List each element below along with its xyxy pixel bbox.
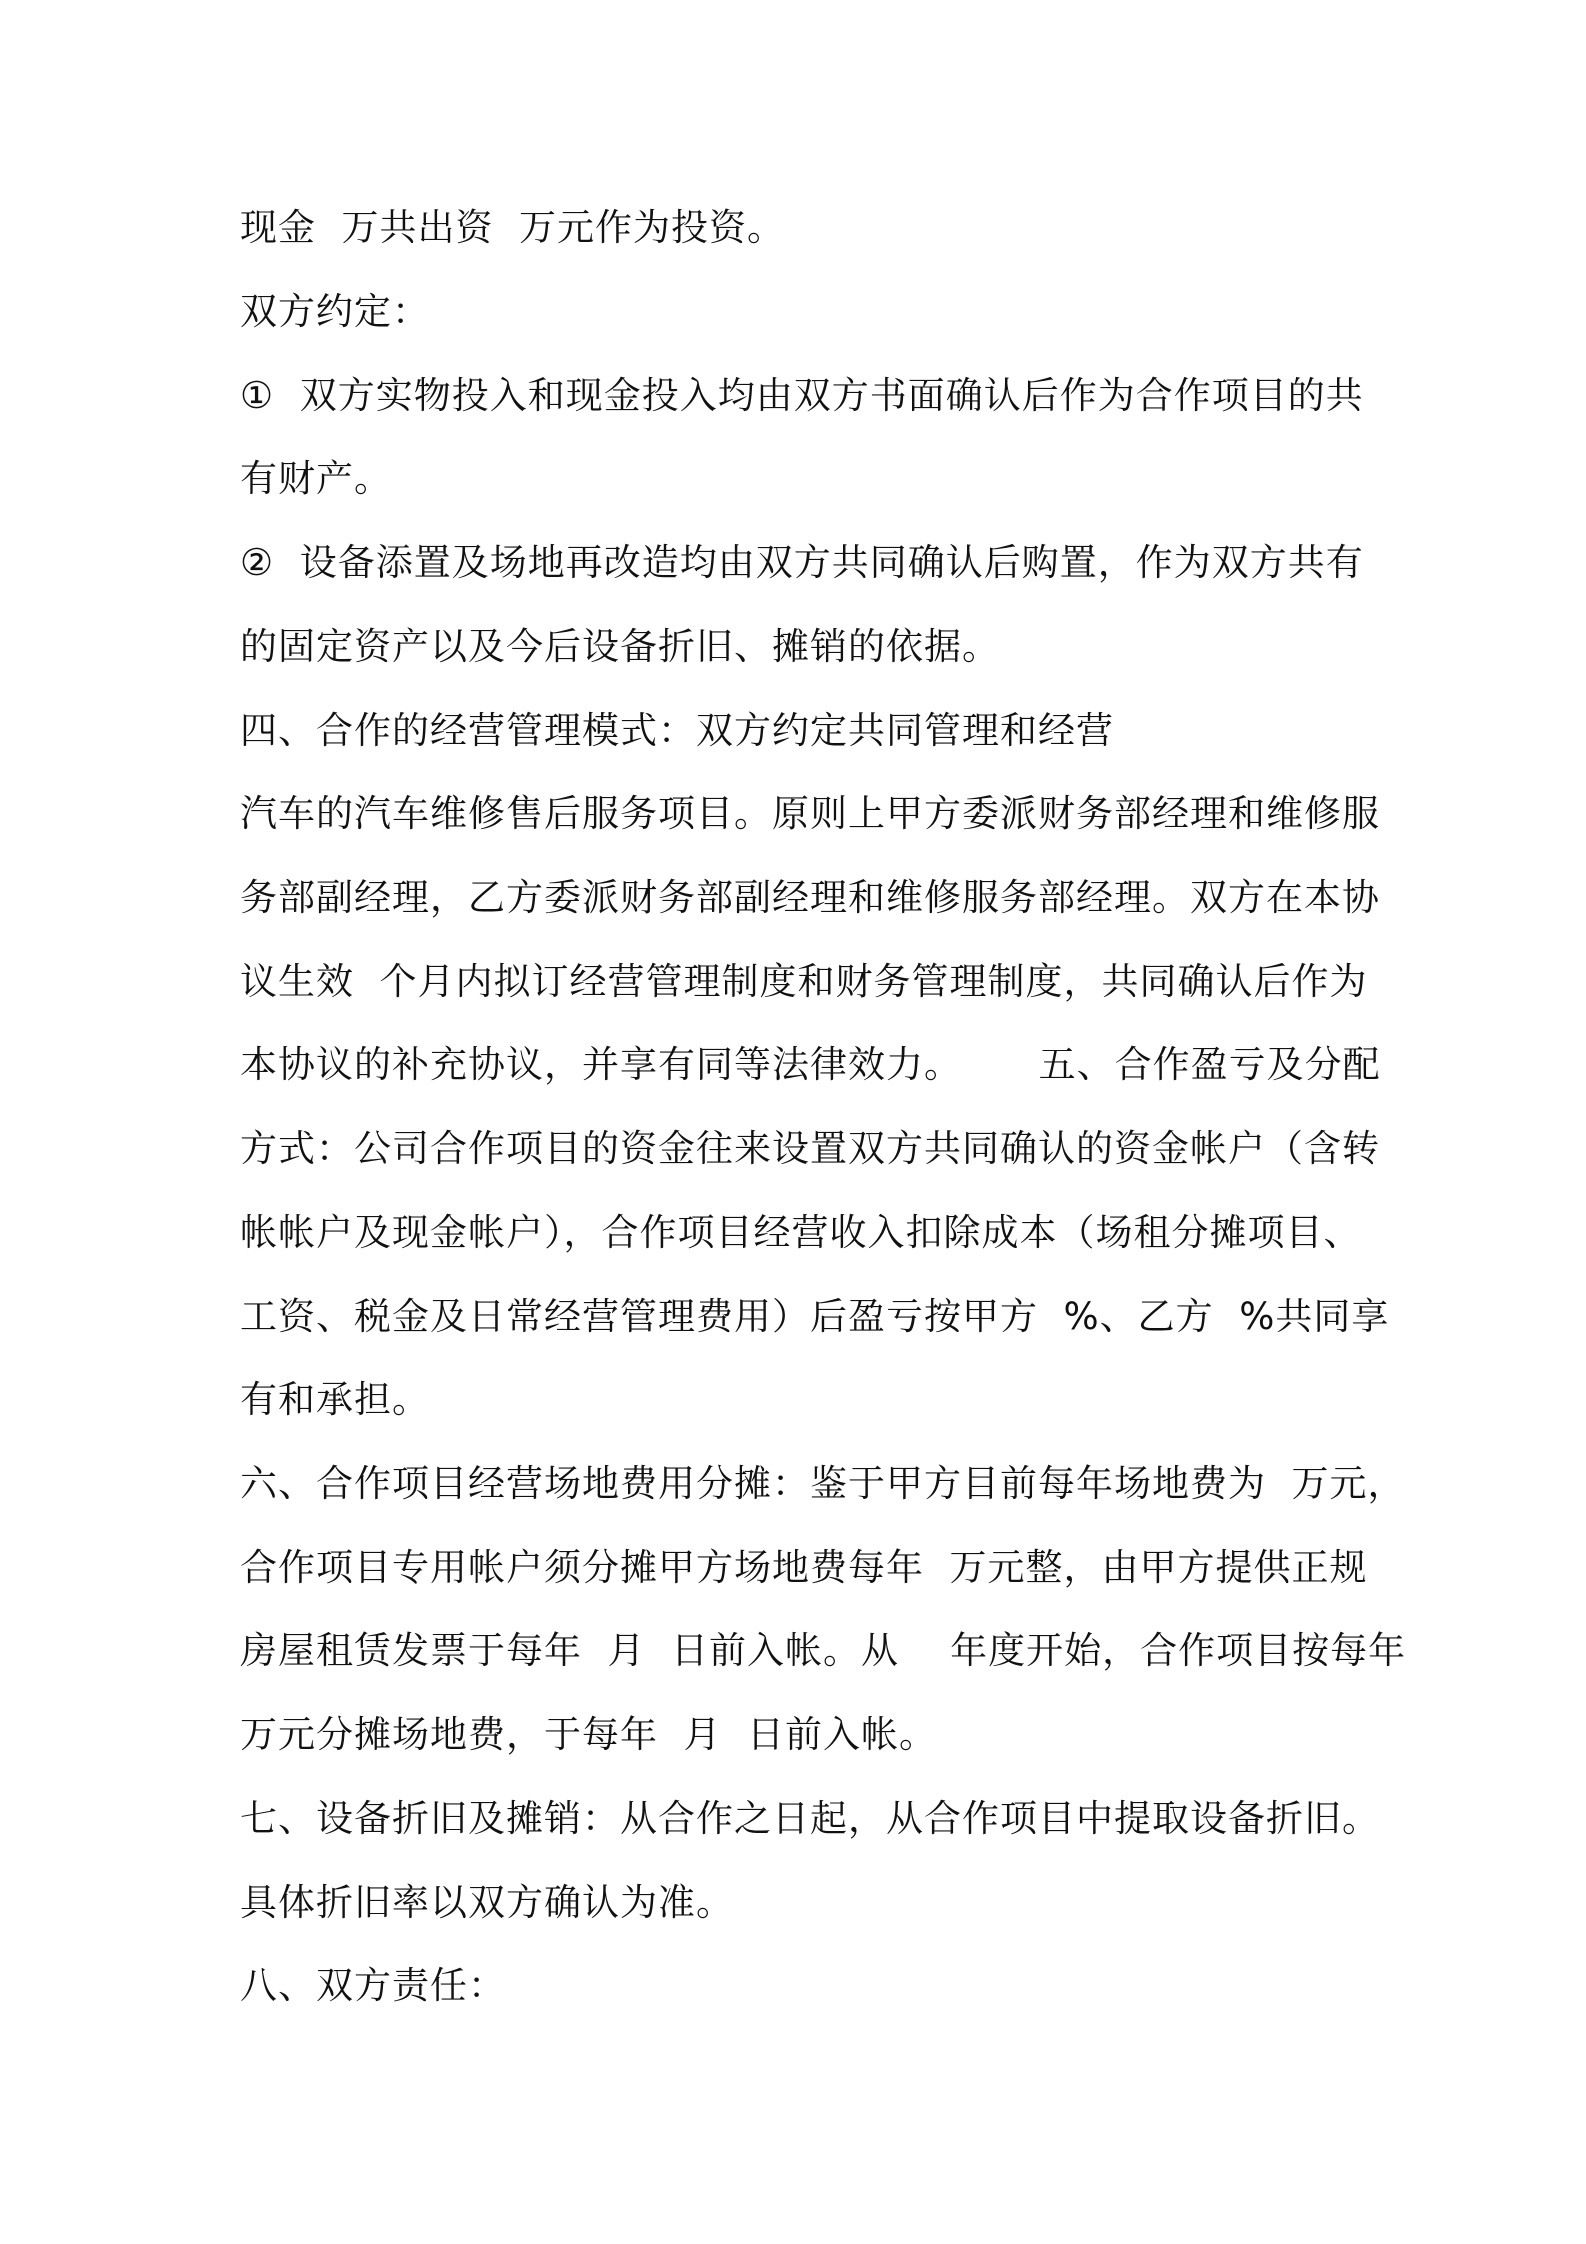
text-line: 房屋租赁发票于每年 月 日前入帐。从 年度开始，合作项目按每年 <box>240 1629 1407 1672</box>
text-line: 有和承担。 <box>240 1378 430 1421</box>
text-line: 双方约定： <box>240 290 430 333</box>
text-line: 本协议的补充协议，并享有同等法律效力。 五、合作盈亏及分配 <box>240 1043 1381 1086</box>
text-line: ① 双方实物投入和现金投入均由双方书面确认后作为合作项目的共 <box>240 374 1364 417</box>
text-line: 工资、税金及日常经营管理费用）后盈亏按甲方 %、乙方 %共同享 <box>240 1295 1390 1338</box>
text-line: 现金 万共出资 万元作为投资。 <box>240 206 786 249</box>
section-heading: 六、合作项目经营场地费用分摊：鉴于甲方目前每年场地费为 万元， <box>240 1462 1406 1505</box>
section-heading: 八、双方责任： <box>240 1964 506 2007</box>
text-line: 具体折旧率以双方确认为准。 <box>240 1881 734 1924</box>
text-line: 方式：公司合作项目的资金往来设置双方共同确认的资金帐户（含转 <box>240 1127 1380 1170</box>
text-line: 务部副经理，乙方委派财务部副经理和维修服务部经理。双方在本协 <box>240 876 1380 919</box>
text-line: 帐帐户及现金帐户），合作项目经营收入扣除成本（场租分摊项目、 <box>240 1211 1362 1254</box>
text-line: ② 设备添置及场地再改造均由双方共同确认后购置，作为双方共有 <box>240 541 1364 584</box>
text-line: 的固定资产以及今后设备折旧、摊销的依据。 <box>240 625 1000 668</box>
section-heading: 四、合作的经营管理模式：双方约定共同管理和经营 <box>240 709 1114 752</box>
text-line: 汽车的汽车维修售后服务项目。原则上甲方委派财务部经理和维修服 <box>240 792 1380 835</box>
text-line: 议生效 个月内拟订经营管理制度和财务管理制度，共同确认后作为 <box>240 960 1368 1003</box>
section-heading: 七、设备折旧及摊销：从合作之日起，从合作项目中提取设备折旧。 <box>240 1797 1380 1840</box>
text-line: 万元分摊场地费，于每年 月 日前入帐。 <box>240 1713 938 1756</box>
text-line: 有财产。 <box>240 457 392 500</box>
text-line: 合作项目专用帐户须分摊甲方场地费每年 万元整，由甲方提供正规 <box>240 1546 1368 1589</box>
